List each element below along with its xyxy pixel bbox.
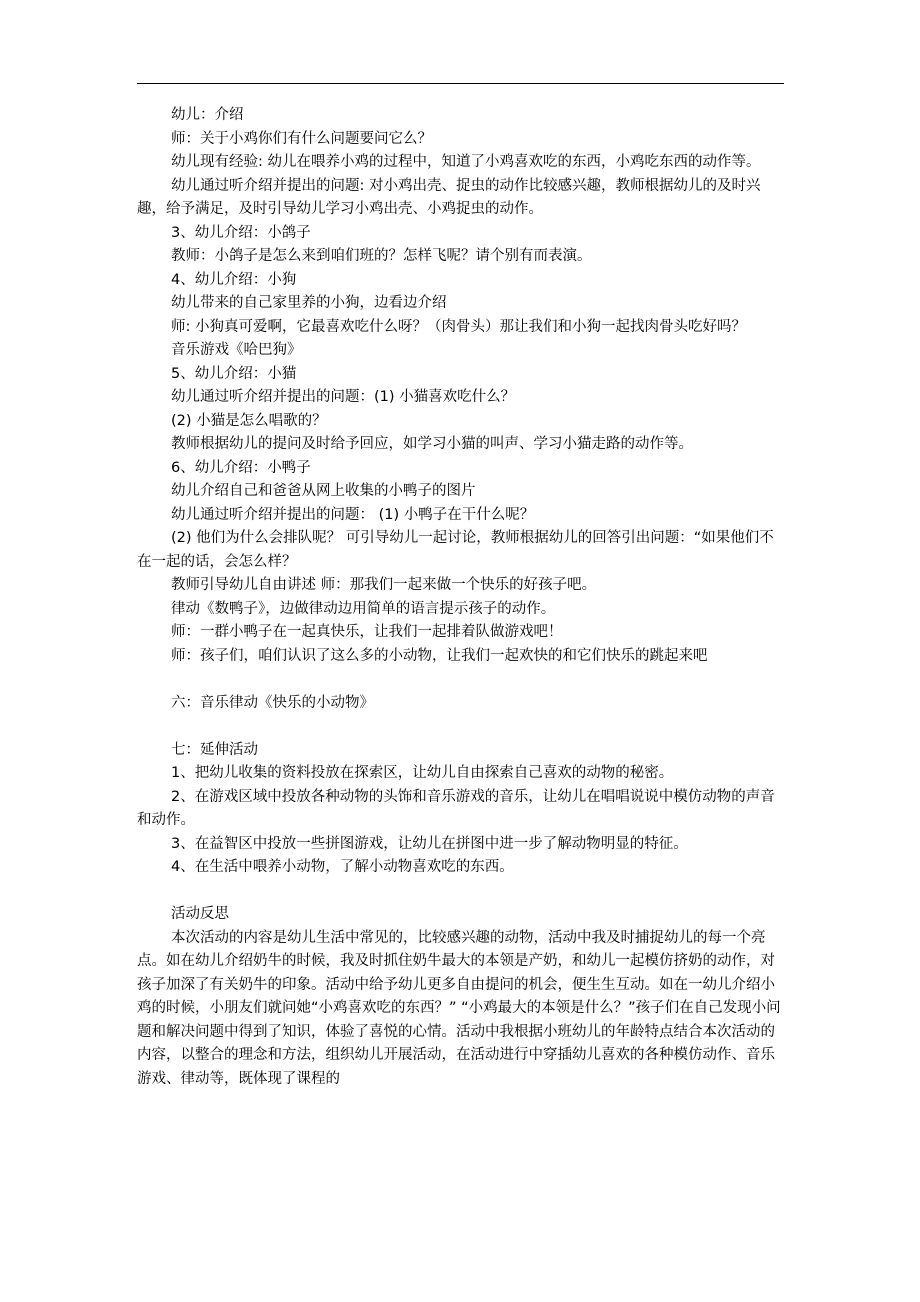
paragraph-duck-question-1: 幼儿通过听介绍并提出的问题： (1) 小鸭子在干什么呢？ — [171, 506, 535, 523]
paragraph-pigeon-heading: 3、幼儿介绍：小鸽子 — [171, 224, 311, 241]
paragraph-cat-teacher: 教师根据幼儿的提问及时给予回应，如学习小猫的叫声、学习小猫走路的动作等。 — [171, 436, 693, 452]
extension-item-2: 2、在游戏区域中投放各种动物的头饰和音乐游戏的音乐，让幼儿在唱唱说说中模仿动物的声音和动作。 — [137, 788, 775, 828]
paragraph-ducks-game: 师：一群小鸭子在一起真快乐，让我们一起排着队做游戏吧！ — [171, 624, 563, 640]
reflection-body: 本次活动的内容是幼儿生活中常见的，比较感兴趣的动物，活动中我及时捕捉幼儿的每一个亮点。如在幼儿介绍奶牛的时候，我及时抓住奶牛最大的本领是产奶，和幼儿一起模仿挤奶的动作，对孩子加深了有关奶牛的印象。活动中给予幼儿更多自由提问的机会，便生生互动。如在一幼儿介绍小鸡的时候，小朋友们就问她“小鸡喜欢吃的东西？” “小鸡最大的本领是什么？”孩子们在自己发现小问题和解决问题中得到了知识，体验了喜悦的心情。活动中我根据小班幼儿的年龄特点结合本次活动的内容，以整合的理念和方法，组织幼儿开展活动，在活动进行中穿插幼儿喜欢的各种模仿动作、音乐游戏、律动等，既体现了课程的 — [137, 929, 781, 1087]
paragraph-teacher-guide: 教师引导幼儿自由讲述 师：那我们一起来做一个快乐的好孩子吧。 — [171, 577, 597, 593]
paragraph-rhythm: 律动《数鸭子》，边做律动边用简单的语言提示孩子的动作。 — [171, 600, 556, 617]
extension-item-4: 4、在生活中喂养小动物，了解小动物喜欢吃的东西。 — [171, 859, 514, 875]
paragraph-dog-intro: 幼儿带来的自己家里养的小狗，边看边介绍 — [171, 295, 447, 311]
paragraph-dog-teacher: 师: 小狗真可爱啊，它最喜欢吃什么呀？（肉骨头）那让我们和小狗一起找肉骨头吃好吗？ — [171, 318, 746, 335]
paragraph-pigeon-teacher: 教师：小鸽子是怎么来到咱们班的？怎样飞呢？请个别有而表演。 — [171, 248, 592, 264]
paragraph-duck-question-2: (2) 他们为什么会排队呢？ 可引导幼儿一起讨论，教师根据幼儿的回答引出问题：“如果他们不在一起的话，会怎么样？ — [137, 530, 774, 570]
extension-item-3: 3、在益智区中投放一些拼图游戏，让幼儿在拼图中进一步了解动物明显的特征。 — [171, 835, 688, 852]
paragraph-experience: 幼儿现有经验: 幼儿在喂养小鸡的过程中，知道了小鸡喜欢吃的东西，小鸡吃东西的动作等。 — [171, 154, 761, 170]
blank-line — [137, 715, 787, 739]
paragraph-duck-pictures: 幼儿介绍自己和爸爸从网上收集的小鸭子的图片 — [171, 483, 476, 499]
paragraph-dog-heading: 4、幼儿介绍：小狗 — [171, 271, 297, 288]
paragraph-chick-questions: 幼儿通过听介绍并提出的问题: 对小鸡出壳、捉虫的动作比较感兴趣，教师根据幼儿的及时兴趣，给予满足，及时引导幼儿学习小鸡出壳、小鸡捉虫的动作。 — [137, 177, 761, 217]
section-seven-heading: 七：延伸活动 — [171, 741, 258, 758]
paragraph-cat-question-2: (2) 小猫是怎么唱歌的？ — [171, 412, 327, 429]
blank-line — [137, 668, 787, 692]
paragraph-music-game: 音乐游戏《哈巴狗》 — [171, 342, 302, 358]
section-six-heading: 六：音乐律动《快乐的小动物》 — [171, 694, 374, 711]
paragraph-duck-heading: 6、幼儿介绍：小鸭子 — [171, 459, 311, 476]
blank-line — [137, 880, 787, 904]
paragraph-intro: 幼儿：介绍 — [171, 107, 244, 123]
extension-item-1: 1、把幼儿收集的资料投放在探索区，让幼儿自由探索自己喜欢的动物的秘密。 — [171, 765, 674, 781]
paragraph-cat-question-1: 幼儿通过听介绍并提出的问题：(1) 小猫喜欢吃什么？ — [171, 389, 516, 405]
paragraph-cat-heading: 5、幼儿介绍：小猫 — [171, 365, 297, 382]
paragraph-closing: 师：孩子们，咱们认识了这么多的小动物，让我们一起欢快的和它们快乐的跳起来吧 — [171, 647, 708, 664]
paragraph-teacher-question: 师：关于小鸡你们有什么问题要问它么？ — [171, 130, 432, 147]
header-rule — [137, 83, 784, 84]
document-body — [137, 104, 787, 1091]
reflection-heading: 活动反思 — [171, 906, 229, 922]
